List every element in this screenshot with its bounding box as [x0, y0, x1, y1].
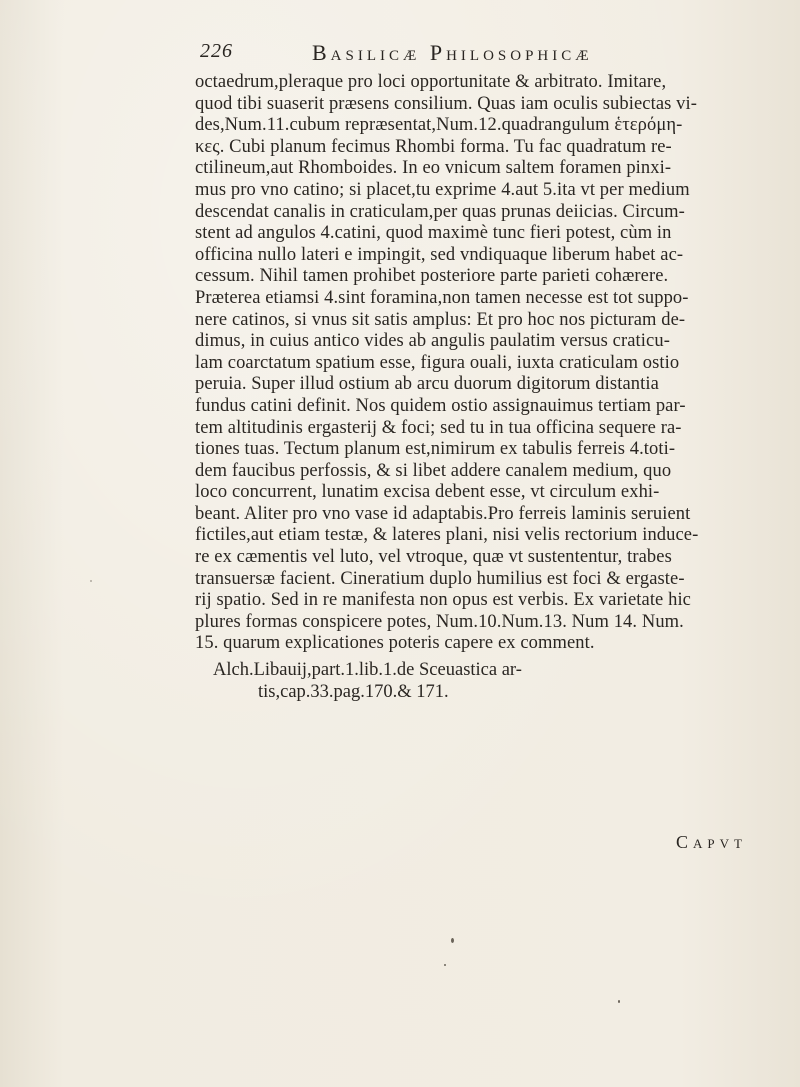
text-line: lam coarctatum spatium esse, figura ouali, iuxta craticulam ostio	[195, 352, 680, 373]
text-line: loco concurrent, lunatim excisa debent esse, vt circulum exhi-	[195, 482, 660, 503]
text-line: des,Num.11.cubum repræsentat,Num.12.quadrangulum ἑτερόμη-	[195, 115, 683, 136]
text-line: fictiles,aut etiam testæ, & lateres plani, nisi velis rectorium induce-	[195, 525, 699, 546]
text-line: stent ad angulos 4.catini, quod maximè tunc fieri potest, cùm in	[195, 223, 672, 244]
text-line: octaedrum,pleraque pro loci opportunitate & arbitrato. Imitare,	[195, 72, 667, 92]
text-line: tem altitudinis ergasterij & foci; sed tu in tua officina sequere ra-	[195, 417, 682, 438]
text-line: tiones tuas. Tectum planum est,nimirum ex tabulis ferreis 4.toti-	[195, 439, 676, 460]
page-header	[200, 38, 680, 66]
catchword: Capvt	[676, 832, 747, 852]
citation-line: tis,cap.33.pag.170.& 171.	[258, 682, 449, 702]
body-text	[195, 72, 760, 655]
text-line: peruia. Super illud ostium ab arcu duorum digitorum distantia	[195, 374, 659, 395]
text-line: cessum. Nihil tamen prohibet posteriore parte parieti cohærere.	[195, 266, 669, 287]
citation-line: Alch.Libauij,part.1.lib.1.de Sceuastica ar-	[213, 660, 522, 680]
text-line: beant. Aliter pro vno vase id adaptabis.Pro ferreis laminis seruient	[195, 503, 691, 524]
ink-speck	[444, 964, 446, 966]
text-line: nere catinos, si vnus sit satis amplus: Et pro hoc nos picturam de-	[195, 309, 686, 330]
page-number: 226	[200, 40, 233, 62]
ink-speck	[90, 580, 92, 582]
text-line: rij spatio. Sed in re manifesta non opus est verbis. Ex varietate hic	[195, 590, 691, 611]
text-line: dem faucibus perfossis, & si libet addere canalem medium, quo	[195, 460, 672, 481]
ink-speck	[451, 938, 454, 943]
text-line: fundus catini definit. Nos quidem ostio assignauimus tertiam par-	[195, 395, 686, 416]
running-head: Basilicæ Philosophicæ	[312, 40, 593, 65]
text-line: ctilineum,aut Rhomboides. In eo vnicum saltem foramen pinxi-	[195, 158, 672, 179]
text-line: dimus, in cuius antico vides ab angulis paulatim versus craticu-	[195, 331, 670, 352]
text-line: quod tibi suaserit præsens consilium. Quas iam oculis subiectas vi-	[195, 93, 698, 114]
text-line: mus pro vno catino; si placet,tu exprime 4.aut 5.ita vt per medium	[195, 179, 690, 200]
text-line: transuersæ facient. Cineratium duplo humilius est foci & ergaste-	[195, 568, 685, 589]
text-line: officina nullo lateri e impingit, sed vndiquaque liberum habet ac-	[195, 244, 684, 265]
text-line: descendat canalis in craticulam,per quas prunas deiicias. Circum-	[195, 201, 685, 222]
text-line: κες. Cubi planum fecimus Rhombi forma. Tu fac quadratum re-	[195, 136, 672, 157]
text-line: re ex cæmentis vel luto, vel vtroque, quæ vt sustententur, trabes	[195, 547, 672, 568]
text-line: 15. quarum explicationes poteris capere ex comment.	[195, 633, 595, 654]
ink-speck	[618, 1000, 620, 1003]
text-line: plures formas conspicere potes, Num.10.Num.13. Num 14. Num.	[195, 611, 684, 632]
text-line: Præterea etiamsi 4.sint foramina,non tamen necesse est tot suppo-	[195, 287, 689, 308]
